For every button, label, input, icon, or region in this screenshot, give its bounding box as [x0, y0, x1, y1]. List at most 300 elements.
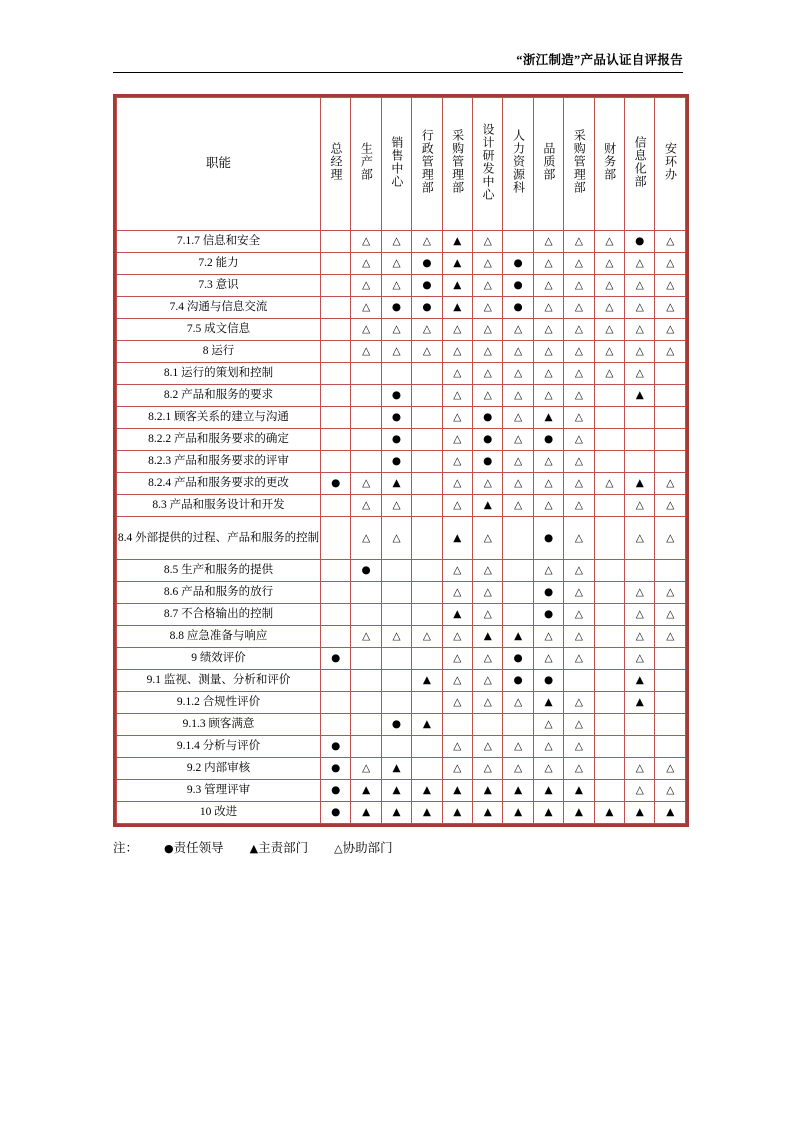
- matrix-cell: [655, 714, 686, 736]
- matrix-row: [117, 495, 686, 517]
- matrix-cell: [412, 495, 442, 517]
- matrix-cell: [594, 802, 624, 824]
- matrix-cell-symbol: ▲: [635, 806, 644, 819]
- matrix-cell: [381, 363, 411, 385]
- matrix-cell: [381, 670, 411, 692]
- matrix-row: [117, 802, 686, 824]
- matrix-cell: [321, 604, 351, 626]
- header-divider: [113, 72, 683, 73]
- legend-text: 主责部门: [258, 841, 309, 855]
- matrix-cell-symbol: △: [362, 279, 371, 292]
- matrix-cell: [442, 341, 472, 363]
- matrix-cell: [625, 231, 655, 253]
- legend-symbol: ▲: [249, 842, 259, 855]
- matrix-row: [117, 582, 686, 604]
- legend-text: 责任领导: [173, 841, 224, 855]
- matrix-cell-symbol: ▲: [453, 784, 462, 797]
- matrix-cell: [381, 780, 411, 802]
- matrix-cell-symbol: △: [635, 257, 644, 270]
- matrix-cell: [442, 231, 472, 253]
- matrix-cell-symbol: △: [514, 762, 523, 775]
- matrix-cell: [351, 604, 381, 626]
- dept-header-6: [503, 98, 533, 231]
- matrix-cell: [564, 341, 594, 363]
- matrix-cell-symbol: ▲: [574, 806, 583, 819]
- matrix-cell: [381, 473, 411, 495]
- matrix-cell-symbol: △: [453, 652, 462, 665]
- matrix-cell: [321, 231, 351, 253]
- matrix-cell: [503, 780, 533, 802]
- matrix-cell-symbol: ▲: [514, 630, 523, 643]
- matrix-row-label: 10 改进: [117, 802, 321, 824]
- matrix-cell-symbol: △: [666, 235, 675, 248]
- matrix-cell: [473, 495, 503, 517]
- matrix-cell: [533, 780, 563, 802]
- matrix-cell-symbol: △: [574, 257, 583, 270]
- dept-header-label: 安环办: [663, 142, 678, 182]
- matrix-cell-symbol: ●: [331, 477, 341, 490]
- matrix-cell: [503, 319, 533, 341]
- matrix-cell: [533, 758, 563, 780]
- matrix-cell-symbol: △: [544, 389, 553, 402]
- dept-header-1: [351, 98, 381, 231]
- matrix-cell-symbol: ▲: [635, 674, 644, 687]
- matrix-header: [117, 98, 686, 231]
- matrix-cell: [321, 670, 351, 692]
- matrix-cell: [412, 429, 442, 451]
- matrix-cell: [351, 319, 381, 341]
- dept-header-9: [594, 98, 624, 231]
- matrix-cell: [655, 275, 686, 297]
- matrix-cell: [351, 714, 381, 736]
- matrix-cell: [351, 341, 381, 363]
- matrix-cell: [564, 517, 594, 560]
- matrix-cell-symbol: ▲: [666, 806, 675, 819]
- matrix-cell: [594, 692, 624, 714]
- matrix-cell: [564, 670, 594, 692]
- matrix-cell: [564, 363, 594, 385]
- matrix-cell: [655, 407, 686, 429]
- matrix-cell-symbol: △: [605, 235, 614, 248]
- matrix-cell: [442, 670, 472, 692]
- legend-text: 协助部门: [342, 841, 393, 855]
- matrix-cell: [321, 582, 351, 604]
- matrix-cell: [594, 407, 624, 429]
- matrix-cell-symbol: ●: [331, 740, 341, 753]
- matrix-cell: [655, 451, 686, 473]
- matrix-cell-symbol: △: [574, 586, 583, 599]
- matrix-cell: [351, 626, 381, 648]
- matrix-cell: [625, 692, 655, 714]
- matrix-row-label: 9.2 内部审核: [117, 758, 321, 780]
- matrix-cell: [625, 407, 655, 429]
- matrix-cell: [473, 297, 503, 319]
- matrix-cell: [564, 780, 594, 802]
- matrix-cell: [351, 648, 381, 670]
- matrix-cell-symbol: △: [483, 477, 492, 490]
- matrix-cell: [594, 363, 624, 385]
- matrix-cell: [503, 736, 533, 758]
- dept-header-label: 生产部: [359, 142, 374, 182]
- matrix-cell: [503, 473, 533, 495]
- legend-item: [250, 841, 308, 855]
- matrix-row-label: 9.1 监视、测量、分析和评价: [117, 670, 321, 692]
- matrix-cell-symbol: △: [392, 345, 401, 358]
- matrix-cell-symbol: △: [392, 257, 401, 270]
- matrix-cell: [412, 451, 442, 473]
- matrix-cell: [442, 604, 472, 626]
- matrix-cell-symbol: △: [483, 531, 492, 544]
- matrix-cell-symbol: △: [453, 477, 462, 490]
- matrix-cell: [381, 604, 411, 626]
- matrix-cell: [655, 780, 686, 802]
- matrix-cell: [473, 275, 503, 297]
- matrix-cell-symbol: ▲: [635, 477, 644, 490]
- matrix-cell: [594, 341, 624, 363]
- matrix-cell-symbol: ●: [391, 301, 402, 314]
- matrix-cell: [564, 736, 594, 758]
- matrix-cell-symbol: △: [514, 455, 523, 468]
- matrix-cell-symbol: △: [392, 323, 401, 336]
- matrix-cell: [655, 253, 686, 275]
- matrix-cell-symbol: △: [514, 389, 523, 402]
- matrix-cell-symbol: ▲: [544, 696, 553, 709]
- matrix-cell-symbol: △: [544, 477, 553, 490]
- matrix-cell: [564, 692, 594, 714]
- matrix-cell: [381, 253, 411, 275]
- matrix-cell: [381, 714, 411, 736]
- matrix-cell: [503, 429, 533, 451]
- matrix-cell-symbol: ▲: [392, 477, 401, 490]
- matrix-cell: [533, 692, 563, 714]
- matrix-row: [117, 473, 686, 495]
- matrix-cell: [655, 736, 686, 758]
- matrix-cell: [655, 582, 686, 604]
- matrix-cell-symbol: ▲: [362, 784, 371, 797]
- matrix-cell-symbol: ●: [331, 784, 341, 797]
- matrix-cell-symbol: △: [544, 652, 553, 665]
- matrix-cell: [412, 714, 442, 736]
- matrix-cell: [321, 341, 351, 363]
- matrix-cell-symbol: ●: [483, 455, 493, 468]
- matrix-cell-symbol: △: [453, 433, 462, 446]
- matrix-cell: [503, 275, 533, 297]
- matrix-row: [117, 604, 686, 626]
- matrix-row-label: 8.7 不合格输出的控制: [117, 604, 321, 626]
- matrix-cell-symbol: △: [514, 411, 523, 424]
- matrix-cell-symbol: ▲: [514, 806, 523, 819]
- matrix-cell: [381, 582, 411, 604]
- matrix-cell: [594, 714, 624, 736]
- matrix-cell-symbol: △: [666, 762, 675, 775]
- matrix-cell: [412, 692, 442, 714]
- matrix-cell-symbol: ▲: [544, 806, 553, 819]
- matrix-cell: [473, 648, 503, 670]
- matrix-cell: [473, 780, 503, 802]
- matrix-cell: [594, 780, 624, 802]
- matrix-cell: [321, 473, 351, 495]
- matrix-cell: [564, 429, 594, 451]
- matrix-cell: [503, 758, 533, 780]
- matrix-row-label: 7.4 沟通与信息交流: [117, 297, 321, 319]
- matrix-row: [117, 517, 686, 560]
- matrix-cell: [533, 560, 563, 582]
- dept-header-2: [381, 98, 411, 231]
- matrix-row-label: 8.2.4 产品和服务要求的更改: [117, 473, 321, 495]
- matrix-cell-symbol: △: [483, 674, 492, 687]
- matrix-cell: [533, 670, 563, 692]
- matrix-cell: [655, 341, 686, 363]
- matrix-cell-symbol: ▲: [453, 235, 462, 248]
- matrix-row: [117, 758, 686, 780]
- matrix-cell-symbol: ●: [361, 564, 371, 577]
- matrix-cell: [594, 319, 624, 341]
- matrix-cell: [473, 319, 503, 341]
- matrix-cell: [564, 319, 594, 341]
- matrix-cell: [533, 451, 563, 473]
- matrix-row-label: 8.3 产品和服务设计和开发: [117, 495, 321, 517]
- matrix-cell-symbol: ●: [543, 586, 554, 599]
- matrix-cell: [321, 714, 351, 736]
- matrix-cell-symbol: ●: [422, 279, 432, 292]
- matrix-cell: [442, 648, 472, 670]
- matrix-cell: [473, 253, 503, 275]
- matrix-cell-symbol: △: [514, 345, 523, 358]
- matrix-cell-symbol: △: [392, 499, 401, 512]
- matrix-cell-symbol: ●: [391, 389, 402, 402]
- matrix-cell-symbol: △: [574, 367, 583, 380]
- matrix-cell-symbol: △: [635, 608, 644, 621]
- matrix-cell: [564, 758, 594, 780]
- matrix-cell: [473, 231, 503, 253]
- dept-header-label: 行政管理部: [420, 129, 435, 195]
- matrix-cell-symbol: △: [635, 630, 644, 643]
- matrix-cell: [594, 604, 624, 626]
- matrix-cell-symbol: △: [574, 455, 583, 468]
- matrix-cell-symbol: ▲: [635, 696, 644, 709]
- matrix-row: [117, 780, 686, 802]
- matrix-cell: [442, 780, 472, 802]
- matrix-cell-symbol: ●: [483, 433, 493, 446]
- matrix-cell: [625, 714, 655, 736]
- matrix-cell-symbol: △: [574, 433, 583, 446]
- matrix-cell: [351, 275, 381, 297]
- matrix-cell: [321, 253, 351, 275]
- matrix-cell: [533, 275, 563, 297]
- matrix-cell-symbol: ▲: [422, 806, 431, 819]
- matrix-cell: [412, 407, 442, 429]
- matrix-cell-symbol: △: [453, 411, 462, 424]
- matrix-cell-symbol: △: [666, 323, 675, 336]
- matrix-cell: [321, 780, 351, 802]
- matrix-cell: [381, 319, 411, 341]
- matrix-row-label: 7.1.7 信息和安全: [117, 231, 321, 253]
- matrix-cell-symbol: △: [666, 345, 675, 358]
- matrix-cell-symbol: △: [453, 630, 462, 643]
- matrix-cell: [594, 582, 624, 604]
- matrix-cell-symbol: △: [574, 630, 583, 643]
- matrix-cell: [412, 253, 442, 275]
- matrix-cell: [625, 736, 655, 758]
- matrix-cell-symbol: ●: [391, 411, 402, 424]
- matrix-cell: [381, 626, 411, 648]
- matrix-cell-symbol: ●: [483, 411, 493, 424]
- matrix-cell: [503, 692, 533, 714]
- matrix-cell: [412, 736, 442, 758]
- matrix-cell-symbol: ▲: [483, 499, 492, 512]
- matrix-cell-symbol: △: [422, 235, 431, 248]
- matrix-row-label: 7.3 意识: [117, 275, 321, 297]
- matrix-cell-symbol: △: [574, 411, 583, 424]
- matrix-cell-symbol: ▲: [392, 806, 401, 819]
- matrix-cell: [412, 626, 442, 648]
- matrix-cell: [594, 495, 624, 517]
- matrix-cell-symbol: △: [483, 323, 492, 336]
- matrix-cell: [625, 648, 655, 670]
- matrix-cell-symbol: ▲: [422, 674, 431, 687]
- matrix-row: [117, 341, 686, 363]
- matrix-cell: [381, 758, 411, 780]
- matrix-cell: [412, 582, 442, 604]
- matrix-cell: [473, 560, 503, 582]
- matrix-cell-symbol: ▲: [483, 806, 492, 819]
- matrix-row-label: 9.3 管理评审: [117, 780, 321, 802]
- matrix-cell-symbol: ●: [331, 762, 341, 775]
- matrix-cell: [321, 297, 351, 319]
- matrix-cell-symbol: △: [483, 345, 492, 358]
- matrix-cell: [442, 758, 472, 780]
- matrix-cell-symbol: △: [544, 718, 553, 731]
- matrix-cell-symbol: ●: [331, 806, 341, 819]
- matrix-cell: [625, 780, 655, 802]
- matrix-cell: [412, 297, 442, 319]
- matrix-cell-symbol: △: [544, 257, 553, 270]
- matrix-row-label: 8.2.1 顾客关系的建立与沟通: [117, 407, 321, 429]
- matrix-cell: [625, 341, 655, 363]
- matrix-cell-symbol: △: [635, 586, 644, 599]
- matrix-cell-symbol: △: [605, 477, 614, 490]
- dept-header-label: 销售中心: [389, 135, 404, 188]
- matrix-cell: [625, 385, 655, 407]
- matrix-cell: [655, 692, 686, 714]
- matrix-cell-symbol: △: [514, 433, 523, 446]
- matrix-cell: [533, 582, 563, 604]
- matrix-cell: [564, 275, 594, 297]
- matrix-cell: [321, 275, 351, 297]
- matrix-cell-symbol: △: [392, 279, 401, 292]
- matrix-cell: [625, 297, 655, 319]
- matrix-cell: [655, 363, 686, 385]
- matrix-cell-symbol: △: [666, 531, 675, 544]
- matrix-cell-symbol: △: [574, 652, 583, 665]
- matrix-cell-symbol: ▲: [544, 411, 553, 424]
- matrix-cell-symbol: △: [483, 301, 492, 314]
- matrix-cell: [594, 648, 624, 670]
- matrix-cell-symbol: △: [666, 301, 675, 314]
- dept-header-label: 信息化部: [633, 135, 648, 188]
- matrix-cell-symbol: △: [453, 367, 462, 380]
- matrix-row: [117, 451, 686, 473]
- matrix-cell: [381, 385, 411, 407]
- matrix-cell: [442, 253, 472, 275]
- matrix-cell: [655, 648, 686, 670]
- matrix-cell: [473, 714, 503, 736]
- legend-item: [164, 841, 224, 855]
- matrix-cell: [473, 429, 503, 451]
- matrix-cell-symbol: △: [544, 345, 553, 358]
- matrix-cell: [503, 385, 533, 407]
- matrix-cell: [594, 429, 624, 451]
- matrix-cell: [625, 758, 655, 780]
- matrix-cell: [533, 626, 563, 648]
- matrix-cell-symbol: △: [574, 301, 583, 314]
- matrix-cell-symbol: △: [544, 455, 553, 468]
- matrix-cell-symbol: △: [544, 762, 553, 775]
- matrix-cell: [473, 407, 503, 429]
- matrix-cell-symbol: △: [514, 740, 523, 753]
- matrix-cell: [351, 670, 381, 692]
- matrix-cell-symbol: △: [392, 235, 401, 248]
- matrix-cell: [533, 736, 563, 758]
- matrix-cell-symbol: △: [514, 477, 523, 490]
- matrix-cell: [625, 582, 655, 604]
- responsibility-matrix: [116, 97, 686, 824]
- matrix-cell: [533, 604, 563, 626]
- matrix-cell-symbol: △: [422, 345, 431, 358]
- matrix-cell-symbol: ▲: [362, 806, 371, 819]
- matrix-row-label: 8.2.3 产品和服务要求的评审: [117, 451, 321, 473]
- matrix-cell: [473, 582, 503, 604]
- matrix-row-label: 8.8 应急准备与响应: [117, 626, 321, 648]
- matrix-cell: [381, 495, 411, 517]
- matrix-cell: [321, 736, 351, 758]
- matrix-cell: [625, 429, 655, 451]
- matrix-cell: [533, 231, 563, 253]
- matrix-cell: [321, 407, 351, 429]
- matrix-cell: [351, 231, 381, 253]
- matrix-cell-symbol: △: [666, 477, 675, 490]
- matrix-cell-symbol: △: [362, 257, 371, 270]
- matrix-cell: [473, 473, 503, 495]
- matrix-cell-symbol: ▲: [514, 784, 523, 797]
- matrix-cell-symbol: △: [605, 301, 614, 314]
- dept-header-label: 采购管理部: [450, 129, 465, 195]
- matrix-cell-symbol: △: [362, 477, 371, 490]
- matrix-cell: [412, 758, 442, 780]
- matrix-cell: [503, 604, 533, 626]
- matrix-cell: [381, 560, 411, 582]
- matrix-cell-symbol: △: [544, 740, 553, 753]
- dept-header-7: [533, 98, 563, 231]
- matrix-row: [117, 385, 686, 407]
- matrix-cell: [625, 275, 655, 297]
- matrix-cell-symbol: ●: [513, 279, 523, 292]
- matrix-cell-symbol: △: [666, 608, 675, 621]
- matrix-row: [117, 253, 686, 275]
- matrix-cell: [503, 714, 533, 736]
- matrix-cell-symbol: △: [574, 696, 583, 709]
- matrix-cell: [351, 692, 381, 714]
- matrix-cell: [351, 253, 381, 275]
- matrix-row: [117, 626, 686, 648]
- matrix-row-label: 9.1.3 顾客满意: [117, 714, 321, 736]
- matrix-cell: [594, 275, 624, 297]
- matrix-cell-symbol: ●: [513, 301, 523, 314]
- matrix-cell-symbol: △: [544, 235, 553, 248]
- matrix-cell-symbol: ●: [513, 257, 523, 270]
- matrix-cell-symbol: ●: [422, 257, 432, 270]
- matrix-cell-symbol: △: [483, 696, 492, 709]
